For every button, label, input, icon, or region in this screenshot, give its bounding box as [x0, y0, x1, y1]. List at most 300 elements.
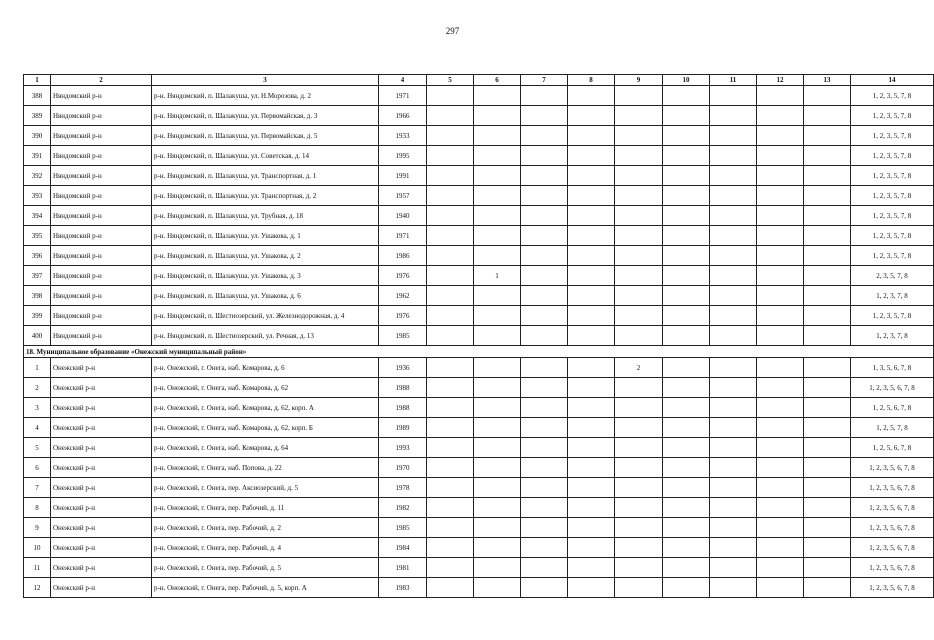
mark-cell [710, 226, 757, 246]
table-row [24, 358, 934, 378]
mark-cell [710, 106, 757, 126]
mark-cell [427, 538, 474, 558]
address-cell: р-н. Няндомский, п. Шалакуша, ул. Ушакова, д. 2 [152, 246, 379, 266]
mark-cell [710, 206, 757, 226]
mark-cell [663, 246, 710, 266]
mark-cell [804, 378, 851, 398]
row-number: 11 [24, 558, 51, 578]
repair-types-cell: 2, 3, 5, 7, 8 [851, 266, 934, 286]
district-cell: Онежский р-н [51, 378, 152, 398]
year-cell: 1985 [379, 518, 427, 538]
year-cell: 1988 [379, 398, 427, 418]
column-header: 2 [51, 75, 152, 86]
mark-cell [710, 378, 757, 398]
mark-cell [757, 418, 804, 438]
mark-cell [521, 358, 568, 378]
mark-cell [663, 518, 710, 538]
mark-cell [427, 86, 474, 106]
mark-cell [521, 126, 568, 146]
district-cell: Няндомский р-н [51, 306, 152, 326]
district-cell: Онежский р-н [51, 538, 152, 558]
mark-cell [757, 286, 804, 306]
district-cell: Няндомский р-н [51, 126, 152, 146]
mark-cell [757, 266, 804, 286]
district-cell: Онежский р-н [51, 498, 152, 518]
mark-cell [615, 478, 663, 498]
repair-types-cell: 1, 2, 5, 6, 7, 8 [851, 438, 934, 458]
district-cell: Онежский р-н [51, 578, 152, 598]
address-cell: р-н. Няндомский, п. Шестиозерский, ул. Железнодорожная, д. 4 [152, 306, 379, 326]
mark-cell [474, 206, 521, 226]
mark-cell [663, 418, 710, 438]
repair-types-cell: 1, 2, 3, 5, 6, 7, 8 [851, 478, 934, 498]
table-row [24, 558, 934, 578]
repair-types-cell: 1, 3, 5, 6, 7, 8 [851, 358, 934, 378]
mark-cell [710, 358, 757, 378]
mark-cell [804, 398, 851, 418]
mark-cell [427, 378, 474, 398]
table-row [24, 538, 934, 558]
address-cell: р-н. Онежский, г. Онега, пер. Рабочий, д. 2 [152, 518, 379, 538]
mark-cell [757, 206, 804, 226]
mark-cell [757, 146, 804, 166]
mark-cell [568, 206, 615, 226]
row-number: 400 [24, 326, 51, 346]
mark-cell [757, 246, 804, 266]
mark-cell [427, 558, 474, 578]
district-cell: Онежский р-н [51, 418, 152, 438]
mark-cell [615, 226, 663, 246]
table-row [24, 86, 934, 106]
mark-cell [568, 398, 615, 418]
district-cell: Онежский р-н [51, 358, 152, 378]
repair-types-cell: 1, 2, 3, 5, 7, 8 [851, 206, 934, 226]
mark-cell [474, 578, 521, 598]
district-cell: Няндомский р-н [51, 186, 152, 206]
mark-cell [427, 126, 474, 146]
mark-cell [757, 498, 804, 518]
row-number: 399 [24, 306, 51, 326]
mark-cell [474, 378, 521, 398]
mark-cell [663, 458, 710, 478]
mark-cell [427, 458, 474, 478]
row-number: 5 [24, 438, 51, 458]
mark-cell [521, 458, 568, 478]
column-header: 8 [568, 75, 615, 86]
mark-cell [757, 458, 804, 478]
mark-cell [663, 146, 710, 166]
mark-cell [427, 226, 474, 246]
address-cell: р-н. Няндомский, п. Шалакуша, ул. Транспортная, д. 2 [152, 186, 379, 206]
address-cell: р-н. Онежский, г. Онега, наб. Комарова, д. 62, корп. А [152, 398, 379, 418]
column-header: 5 [427, 75, 474, 86]
mark-cell [427, 518, 474, 538]
mark-cell [568, 458, 615, 478]
mark-cell [615, 378, 663, 398]
district-cell: Онежский р-н [51, 518, 152, 538]
district-cell: Няндомский р-н [51, 146, 152, 166]
address-cell: р-н. Онежский, г. Онега, пер. Рабочий, д. 5 [152, 558, 379, 578]
mark-cell [615, 206, 663, 226]
mark-cell [427, 398, 474, 418]
mark-cell [568, 478, 615, 498]
mark-cell [474, 518, 521, 538]
mark-cell [663, 438, 710, 458]
mark-cell [568, 578, 615, 598]
year-cell: 1978 [379, 478, 427, 498]
mark-cell [663, 266, 710, 286]
table-row [24, 498, 934, 518]
mark-cell [615, 558, 663, 578]
repair-types-cell: 1, 2, 3, 7, 8 [851, 326, 934, 346]
year-cell: 1957 [379, 186, 427, 206]
mark-cell [757, 86, 804, 106]
mark-cell [427, 306, 474, 326]
mark-cell [474, 438, 521, 458]
page-number: 297 [445, 26, 460, 36]
mark-cell [427, 358, 474, 378]
mark-cell [615, 306, 663, 326]
row-number: 6 [24, 458, 51, 478]
district-cell: Няндомский р-н [51, 326, 152, 346]
table-row [24, 146, 934, 166]
table-row [24, 378, 934, 398]
mark-cell [804, 458, 851, 478]
address-cell: р-н. Онежский, г. Онега, пер. Аксиозерский, д. 5 [152, 478, 379, 498]
mark-cell [474, 358, 521, 378]
column-header: 7 [521, 75, 568, 86]
mark-cell [427, 498, 474, 518]
mark-cell: 1 [474, 266, 521, 286]
mark-cell [615, 166, 663, 186]
mark-cell [474, 86, 521, 106]
mark-cell [568, 186, 615, 206]
table-row [24, 578, 934, 598]
mark-cell [521, 186, 568, 206]
mark-cell [663, 578, 710, 598]
table-row [24, 286, 934, 306]
mark-cell [521, 226, 568, 246]
mark-cell [615, 498, 663, 518]
table-row [24, 458, 934, 478]
year-cell: 1976 [379, 306, 427, 326]
mark-cell [710, 326, 757, 346]
mark-cell [568, 498, 615, 518]
district-cell: Няндомский р-н [51, 286, 152, 306]
row-number: 10 [24, 538, 51, 558]
row-number: 392 [24, 166, 51, 186]
mark-cell [804, 326, 851, 346]
table-row [24, 186, 934, 206]
mark-cell [521, 166, 568, 186]
mark-cell [615, 438, 663, 458]
mark-cell [615, 86, 663, 106]
mark-cell [474, 458, 521, 478]
address-cell: р-н. Няндомский, п. Шалакуша, ул. Первомайская, д. 3 [152, 106, 379, 126]
mark-cell [474, 186, 521, 206]
mark-cell [804, 226, 851, 246]
column-header: 9 [615, 75, 663, 86]
repair-types-cell: 1, 2, 3, 5, 7, 8 [851, 86, 934, 106]
mark-cell [521, 518, 568, 538]
row-number: 1 [24, 358, 51, 378]
year-cell: 1991 [379, 166, 427, 186]
district-cell: Няндомский р-н [51, 206, 152, 226]
mark-cell [474, 498, 521, 518]
year-cell: 1962 [379, 286, 427, 306]
row-number: 396 [24, 246, 51, 266]
mark-cell [568, 266, 615, 286]
table-row [24, 226, 934, 246]
mark-cell [568, 286, 615, 306]
mark-cell [804, 166, 851, 186]
mark-cell [663, 206, 710, 226]
table-row [24, 398, 934, 418]
mark-cell [568, 226, 615, 246]
table-row [24, 246, 934, 266]
housing-table [23, 74, 934, 598]
year-cell: 1981 [379, 558, 427, 578]
mark-cell [427, 186, 474, 206]
mark-cell [663, 86, 710, 106]
mark-cell [427, 266, 474, 286]
mark-cell [804, 106, 851, 126]
mark-cell [521, 286, 568, 306]
mark-cell [521, 86, 568, 106]
mark-cell [710, 146, 757, 166]
mark-cell [568, 146, 615, 166]
mark-cell [521, 578, 568, 598]
district-cell: Няндомский р-н [51, 246, 152, 266]
mark-cell [568, 306, 615, 326]
repair-types-cell: 1, 2, 3, 5, 6, 7, 8 [851, 578, 934, 598]
address-cell: р-н. Онежский, г. Онега, наб. Комарова, д. 62, корп. Б [152, 418, 379, 438]
header-row [24, 75, 934, 86]
mark-cell [427, 418, 474, 438]
mark-cell [568, 558, 615, 578]
repair-types-cell: 1, 2, 3, 5, 6, 7, 8 [851, 378, 934, 398]
mark-cell [804, 246, 851, 266]
mark-cell [663, 398, 710, 418]
district-cell: Няндомский р-н [51, 86, 152, 106]
mark-cell [804, 126, 851, 146]
mark-cell [757, 438, 804, 458]
mark-cell [568, 518, 615, 538]
mark-cell [663, 126, 710, 146]
mark-cell [710, 438, 757, 458]
district-cell: Няндомский р-н [51, 106, 152, 126]
repair-types-cell: 1, 2, 3, 5, 7, 8 [851, 126, 934, 146]
table-row [24, 326, 934, 346]
row-number: 2 [24, 378, 51, 398]
table-row [24, 518, 934, 538]
year-cell: 1985 [379, 326, 427, 346]
year-cell: 1982 [379, 498, 427, 518]
mark-cell [521, 558, 568, 578]
mark-cell [521, 266, 568, 286]
mark-cell [710, 246, 757, 266]
mark-cell [663, 358, 710, 378]
mark-cell [521, 538, 568, 558]
mark-cell [427, 206, 474, 226]
table-row [24, 418, 934, 438]
table-row [24, 206, 934, 226]
mark-cell [615, 418, 663, 438]
mark-cell [427, 246, 474, 266]
mark-cell [427, 286, 474, 306]
district-cell: Няндомский р-н [51, 226, 152, 246]
mark-cell [710, 498, 757, 518]
repair-types-cell: 1, 2, 5, 6, 7, 8 [851, 398, 934, 418]
mark-cell [804, 558, 851, 578]
mark-cell [427, 578, 474, 598]
mark-cell [710, 186, 757, 206]
address-cell: р-н. Няндомский, п. Шалакуша, ул. Советская, д. 14 [152, 146, 379, 166]
mark-cell [474, 166, 521, 186]
table-row [24, 478, 934, 498]
mark-cell [663, 286, 710, 306]
mark-cell [710, 418, 757, 438]
address-cell: р-н. Онежский, г. Онега, наб. Комарова, д. 64 [152, 438, 379, 458]
year-cell: 1986 [379, 246, 427, 266]
row-number: 394 [24, 206, 51, 226]
mark-cell [474, 246, 521, 266]
mark-cell [615, 458, 663, 478]
row-number: 393 [24, 186, 51, 206]
year-cell: 1989 [379, 418, 427, 438]
mark-cell [757, 186, 804, 206]
mark-cell [757, 306, 804, 326]
address-cell: р-н. Няндомский, п. Шалакуша, ул. Трубная, д. 18 [152, 206, 379, 226]
mark-cell [804, 206, 851, 226]
table-row [24, 106, 934, 126]
mark-cell [804, 438, 851, 458]
table-row [24, 126, 934, 146]
address-cell: р-н. Онежский, г. Онега, наб. Комарова, д. 6 [152, 358, 379, 378]
repair-types-cell: 1, 2, 3, 5, 7, 8 [851, 186, 934, 206]
mark-cell [757, 578, 804, 598]
mark-cell [710, 458, 757, 478]
mark-cell [474, 226, 521, 246]
mark-cell [663, 378, 710, 398]
row-number: 12 [24, 578, 51, 598]
mark-cell [757, 518, 804, 538]
mark-cell [710, 266, 757, 286]
mark-cell [757, 398, 804, 418]
column-header: 12 [757, 75, 804, 86]
mark-cell [757, 166, 804, 186]
mark-cell [427, 166, 474, 186]
mark-cell [804, 306, 851, 326]
address-cell: р-н. Онежский, г. Онега, наб. Комарова, д. 62 [152, 378, 379, 398]
mark-cell [615, 126, 663, 146]
year-cell: 1995 [379, 146, 427, 166]
address-cell: р-н. Онежский, г. Онега, наб. Попова, д. 22 [152, 458, 379, 478]
mark-cell [427, 438, 474, 458]
column-header: 10 [663, 75, 710, 86]
district-cell: Няндомский р-н [51, 266, 152, 286]
mark-cell [474, 146, 521, 166]
mark-cell [521, 378, 568, 398]
mark-cell [663, 538, 710, 558]
section-row [24, 346, 934, 358]
mark-cell [804, 498, 851, 518]
mark-cell [568, 378, 615, 398]
mark-cell [757, 478, 804, 498]
mark-cell [568, 166, 615, 186]
column-header: 11 [710, 75, 757, 86]
district-cell: Онежский р-н [51, 458, 152, 478]
mark-cell [615, 146, 663, 166]
district-cell: Онежский р-н [51, 558, 152, 578]
mark-cell [521, 418, 568, 438]
row-number: 398 [24, 286, 51, 306]
year-cell: 1976 [379, 266, 427, 286]
repair-types-cell: 1, 2, 3, 5, 7, 8 [851, 106, 934, 126]
address-cell: р-н. Няндомский, п. Шалакуша, ул. Первомайская, д. 5 [152, 126, 379, 146]
district-cell: Онежский р-н [51, 438, 152, 458]
mark-cell [663, 326, 710, 346]
year-cell: 1933 [379, 126, 427, 146]
repair-types-cell: 1, 2, 3, 5, 7, 8 [851, 306, 934, 326]
mark-cell [568, 126, 615, 146]
section-title: 18. Муниципальное образование «Онежский муниципальный район» [24, 346, 934, 358]
year-cell: 1988 [379, 378, 427, 398]
mark-cell [710, 286, 757, 306]
table-row [24, 166, 934, 186]
mark-cell [615, 518, 663, 538]
repair-types-cell: 1, 2, 3, 5, 6, 7, 8 [851, 538, 934, 558]
row-number: 8 [24, 498, 51, 518]
row-number: 390 [24, 126, 51, 146]
mark-cell [521, 498, 568, 518]
mark-cell [710, 398, 757, 418]
mark-cell [757, 378, 804, 398]
mark-cell [615, 266, 663, 286]
mark-cell [521, 306, 568, 326]
repair-types-cell: 1, 2, 3, 5, 7, 8 [851, 146, 934, 166]
year-cell: 1971 [379, 226, 427, 246]
row-number: 389 [24, 106, 51, 126]
mark-cell [710, 86, 757, 106]
mark-cell [757, 226, 804, 246]
year-cell: 1936 [379, 358, 427, 378]
mark-cell [804, 418, 851, 438]
mark-cell [568, 418, 615, 438]
column-header: 1 [24, 75, 51, 86]
mark-cell [804, 266, 851, 286]
mark-cell [710, 478, 757, 498]
mark-cell [521, 326, 568, 346]
mark-cell [615, 286, 663, 306]
address-cell: р-н. Онежский, г. Онега, пер. Рабочий, д. 11 [152, 498, 379, 518]
mark-cell [804, 538, 851, 558]
column-header: 3 [152, 75, 379, 86]
mark-cell [757, 326, 804, 346]
mark-cell [663, 306, 710, 326]
mark-cell [804, 86, 851, 106]
mark-cell [474, 418, 521, 438]
address-cell: р-н. Няндомский, п. Шестиозерский, ул. Речная, д. 13 [152, 326, 379, 346]
address-cell: р-н. Няндомский, п. Шалакуша, ул. Ушакова, д. 1 [152, 226, 379, 246]
mark-cell [427, 478, 474, 498]
repair-types-cell: 1, 2, 3, 5, 6, 7, 8 [851, 458, 934, 478]
mark-cell [521, 398, 568, 418]
mark-cell [710, 578, 757, 598]
mark-cell [757, 358, 804, 378]
mark-cell [663, 106, 710, 126]
row-number: 3 [24, 398, 51, 418]
